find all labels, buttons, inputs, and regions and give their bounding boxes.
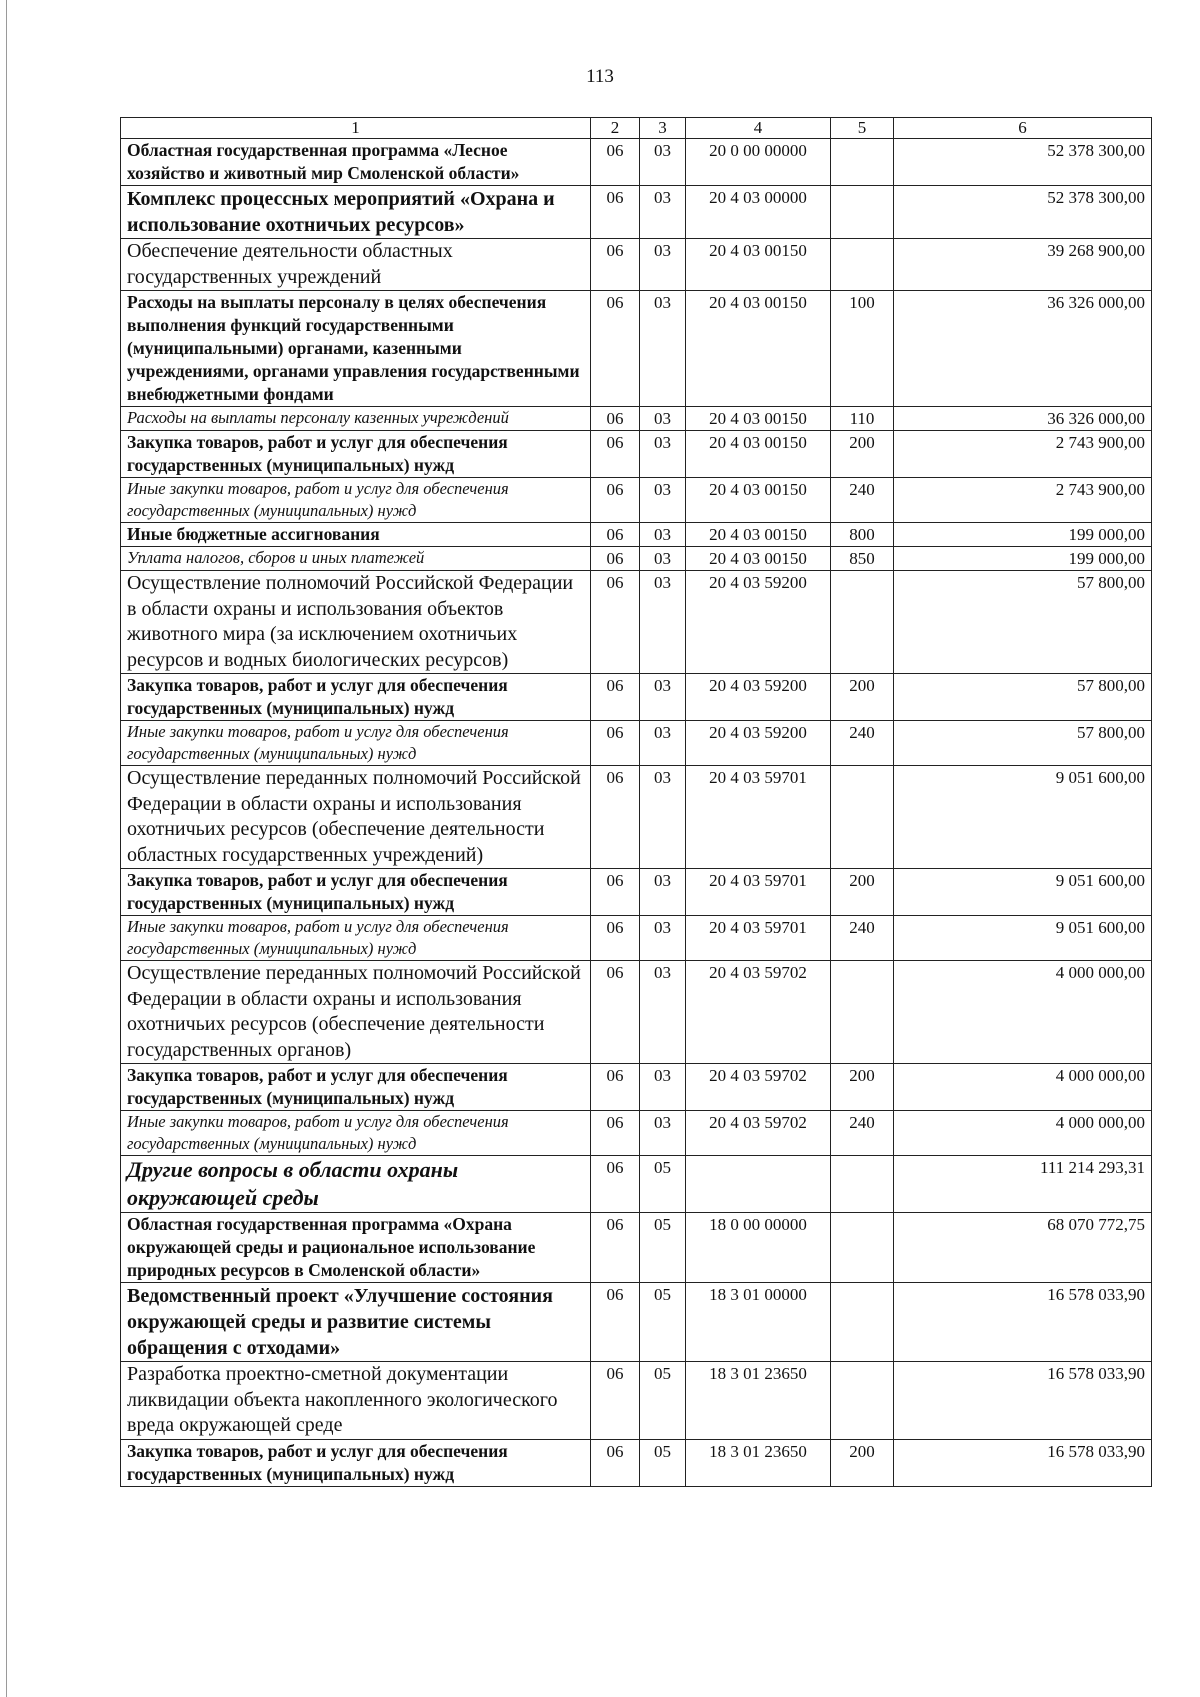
table-row [121, 571, 1152, 674]
row-subsection-code: 03 [640, 407, 686, 431]
table-row [121, 547, 1152, 571]
row-target-article-code: 20 4 03 59701 [686, 869, 831, 916]
table-row [121, 291, 1152, 407]
row-subsection-code: 03 [640, 291, 686, 407]
row-target-article-code: 20 4 03 59702 [686, 1064, 831, 1111]
row-name: Расходы на выплаты персоналу в целях обеспечения выполнения функций государственными (муниципальными) органами, казенными учреждениями, органами управления государственными внебюджетными фондами [121, 291, 591, 407]
table-row [121, 407, 1152, 431]
column-header: 1 [121, 118, 591, 139]
row-expense-type-code [831, 1156, 894, 1213]
row-target-article-code: 18 0 00 00000 [686, 1213, 831, 1283]
header-row [121, 118, 1152, 139]
table-row [121, 721, 1152, 766]
row-amount: 68 070 772,75 [894, 1213, 1152, 1283]
row-section-code: 06 [591, 523, 640, 547]
row-section-code: 06 [591, 961, 640, 1064]
row-section-code: 06 [591, 1213, 640, 1283]
row-expense-type-code [831, 1283, 894, 1362]
row-expense-type-code: 200 [831, 431, 894, 478]
row-name: Областная государственная программа «Охрана окружающей среды и рациональное использование природных ресурсов в Смоленской области» [121, 1213, 591, 1283]
row-section-code: 06 [591, 239, 640, 291]
table-row [121, 239, 1152, 291]
row-name: Закупка товаров, работ и услуг для обеспечения государственных (муниципальных) нужд [121, 431, 591, 478]
table-row [121, 1213, 1152, 1283]
row-target-article-code: 20 4 03 00150 [686, 547, 831, 571]
row-subsection-code: 03 [640, 431, 686, 478]
row-expense-type-code: 200 [831, 1064, 894, 1111]
row-name: Расходы на выплаты персоналу казенных учреждений [121, 407, 591, 431]
row-target-article-code: 20 4 03 00150 [686, 478, 831, 523]
row-section-code: 06 [591, 478, 640, 523]
column-header: 5 [831, 118, 894, 139]
row-section-code: 06 [591, 547, 640, 571]
table-row [121, 674, 1152, 721]
row-subsection-code: 03 [640, 674, 686, 721]
row-subsection-code: 03 [640, 186, 686, 239]
row-subsection-code: 05 [640, 1362, 686, 1440]
row-expense-type-code [831, 139, 894, 186]
row-amount: 4 000 000,00 [894, 961, 1152, 1064]
page-number: 113 [586, 66, 614, 87]
row-section-code: 06 [591, 1439, 640, 1486]
row-subsection-code: 05 [640, 1283, 686, 1362]
row-name: Разработка проектно-сметной документации ликвидации объекта накопленного экологического вреда окружающей среде [121, 1362, 591, 1440]
row-subsection-code: 03 [640, 139, 686, 186]
row-amount: 4 000 000,00 [894, 1064, 1152, 1111]
row-subsection-code: 03 [640, 239, 686, 291]
row-target-article-code: 20 4 03 59200 [686, 674, 831, 721]
row-target-article-code: 20 4 03 59200 [686, 721, 831, 766]
row-expense-type-code: 240 [831, 721, 894, 766]
row-expense-type-code: 850 [831, 547, 894, 571]
row-subsection-code: 03 [640, 916, 686, 961]
column-header: 4 [686, 118, 831, 139]
table-body [121, 139, 1152, 1487]
row-section-code: 06 [591, 1156, 640, 1213]
row-section-code: 06 [591, 1283, 640, 1362]
row-amount: 16 578 033,90 [894, 1362, 1152, 1440]
table-row [121, 1111, 1152, 1156]
row-name: Иные закупки товаров, работ и услуг для обеспечения государственных (муниципальных) нужд [121, 1111, 591, 1156]
table-row [121, 916, 1152, 961]
table-header [121, 118, 1152, 139]
row-subsection-code: 03 [640, 478, 686, 523]
row-amount: 57 800,00 [894, 674, 1152, 721]
row-amount: 9 051 600,00 [894, 869, 1152, 916]
row-target-article-code: 20 4 03 00150 [686, 407, 831, 431]
row-section-code: 06 [591, 766, 640, 869]
table-row [121, 431, 1152, 478]
row-target-article-code: 20 4 03 00150 [686, 523, 831, 547]
row-section-code: 06 [591, 916, 640, 961]
row-name: Иные бюджетные ассигнования [121, 523, 591, 547]
row-amount: 9 051 600,00 [894, 916, 1152, 961]
row-name: Другие вопросы в области охраны окружающей среды [121, 1156, 591, 1213]
table-row [121, 869, 1152, 916]
row-expense-type-code: 110 [831, 407, 894, 431]
column-header: 3 [640, 118, 686, 139]
row-amount: 57 800,00 [894, 721, 1152, 766]
column-header: 6 [894, 118, 1152, 139]
row-name: Ведомственный проект «Улучшение состояния окружающей среды и развитие системы обращения с отходами» [121, 1283, 591, 1362]
row-subsection-code: 03 [640, 1064, 686, 1111]
row-target-article-code: 20 4 03 59702 [686, 1111, 831, 1156]
row-amount: 2 743 900,00 [894, 478, 1152, 523]
row-name: Обеспечение деятельности областных государственных учреждений [121, 239, 591, 291]
row-name: Осуществление переданных полномочий Российской Федерации в области охраны и использования охотничьих ресурсов (обеспечение деятельности государственных органов) [121, 961, 591, 1064]
row-section-code: 06 [591, 291, 640, 407]
row-expense-type-code: 240 [831, 916, 894, 961]
row-expense-type-code [831, 571, 894, 674]
row-target-article-code: 20 4 03 00150 [686, 431, 831, 478]
row-amount: 57 800,00 [894, 571, 1152, 674]
row-section-code: 06 [591, 571, 640, 674]
row-target-article-code: 20 4 03 59702 [686, 961, 831, 1064]
row-subsection-code: 03 [640, 869, 686, 916]
row-section-code: 06 [591, 1362, 640, 1440]
table-row [121, 1439, 1152, 1486]
row-target-article-code: 18 3 01 23650 [686, 1362, 831, 1440]
row-amount: 4 000 000,00 [894, 1111, 1152, 1156]
row-section-code: 06 [591, 1064, 640, 1111]
row-target-article-code: 20 4 03 59701 [686, 916, 831, 961]
table-row [121, 523, 1152, 547]
row-expense-type-code: 800 [831, 523, 894, 547]
row-name: Закупка товаров, работ и услуг для обеспечения государственных (муниципальных) нужд [121, 869, 591, 916]
column-header: 2 [591, 118, 640, 139]
row-subsection-code: 03 [640, 523, 686, 547]
row-target-article-code: 20 4 03 00150 [686, 239, 831, 291]
row-target-article-code: 20 4 03 59200 [686, 571, 831, 674]
table-row [121, 478, 1152, 523]
row-section-code: 06 [591, 186, 640, 239]
row-expense-type-code [831, 961, 894, 1064]
row-name: Комплекс процессных мероприятий «Охрана и использование охотничьих ресурсов» [121, 186, 591, 239]
row-expense-type-code [831, 1362, 894, 1440]
row-expense-type-code [831, 1213, 894, 1283]
row-expense-type-code [831, 766, 894, 869]
row-section-code: 06 [591, 407, 640, 431]
row-subsection-code: 03 [640, 961, 686, 1064]
row-expense-type-code: 200 [831, 1439, 894, 1486]
row-target-article-code: 18 3 01 00000 [686, 1283, 831, 1362]
row-subsection-code: 05 [640, 1156, 686, 1213]
row-name: Иные закупки товаров, работ и услуг для обеспечения государственных (муниципальных) нужд [121, 478, 591, 523]
row-amount: 52 378 300,00 [894, 186, 1152, 239]
row-name: Закупка товаров, работ и услуг для обеспечения государственных (муниципальных) нужд [121, 1064, 591, 1111]
row-subsection-code: 03 [640, 766, 686, 869]
row-name: Областная государственная программа «Лесное хозяйство и животный мир Смоленской области» [121, 139, 591, 186]
table-row [121, 1283, 1152, 1362]
row-expense-type-code: 240 [831, 478, 894, 523]
row-expense-type-code [831, 186, 894, 239]
row-section-code: 06 [591, 674, 640, 721]
table-row [121, 1156, 1152, 1213]
row-amount: 52 378 300,00 [894, 139, 1152, 186]
row-expense-type-code: 200 [831, 869, 894, 916]
row-subsection-code: 03 [640, 721, 686, 766]
row-name: Иные закупки товаров, работ и услуг для обеспечения государственных (муниципальных) нужд [121, 721, 591, 766]
row-target-article-code: 20 4 03 00000 [686, 186, 831, 239]
row-target-article-code: 20 4 03 59701 [686, 766, 831, 869]
row-amount: 9 051 600,00 [894, 766, 1152, 869]
table-row [121, 961, 1152, 1064]
row-name: Уплата налогов, сборов и иных платежей [121, 547, 591, 571]
row-subsection-code: 05 [640, 1213, 686, 1283]
row-expense-type-code: 200 [831, 674, 894, 721]
row-amount: 39 268 900,00 [894, 239, 1152, 291]
row-amount: 16 578 033,90 [894, 1439, 1152, 1486]
row-section-code: 06 [591, 721, 640, 766]
row-name: Осуществление полномочий Российской Федерации в области охраны и использования объектов животного мира (за исключением охотничьих ресурсов и водных биологических ресурсов) [121, 571, 591, 674]
row-section-code: 06 [591, 139, 640, 186]
row-expense-type-code: 100 [831, 291, 894, 407]
row-subsection-code: 03 [640, 1111, 686, 1156]
table-row [121, 186, 1152, 239]
row-name: Иные закупки товаров, работ и услуг для обеспечения государственных (муниципальных) нужд [121, 916, 591, 961]
row-subsection-code: 05 [640, 1439, 686, 1486]
row-name: Закупка товаров, работ и услуг для обеспечения государственных (муниципальных) нужд [121, 674, 591, 721]
row-target-article-code: 20 4 03 00150 [686, 291, 831, 407]
row-subsection-code: 03 [640, 547, 686, 571]
row-amount: 111 214 293,31 [894, 1156, 1152, 1213]
table-row [121, 139, 1152, 186]
row-target-article-code: 18 3 01 23650 [686, 1439, 831, 1486]
row-expense-type-code: 240 [831, 1111, 894, 1156]
budget-table [120, 117, 1152, 1487]
row-amount: 36 326 000,00 [894, 407, 1152, 431]
row-target-article-code [686, 1156, 831, 1213]
row-expense-type-code [831, 239, 894, 291]
row-amount: 199 000,00 [894, 523, 1152, 547]
row-amount: 199 000,00 [894, 547, 1152, 571]
row-name: Осуществление переданных полномочий Российской Федерации в области охраны и использования охотничьих ресурсов (обеспечение деятельности областных государственных учреждений) [121, 766, 591, 869]
row-amount: 36 326 000,00 [894, 291, 1152, 407]
row-target-article-code: 20 0 00 00000 [686, 139, 831, 186]
table-row [121, 1064, 1152, 1111]
row-section-code: 06 [591, 431, 640, 478]
row-amount: 16 578 033,90 [894, 1283, 1152, 1362]
table-row [121, 766, 1152, 869]
scan-margin-line [6, 0, 7, 1697]
row-subsection-code: 03 [640, 571, 686, 674]
row-amount: 2 743 900,00 [894, 431, 1152, 478]
row-section-code: 06 [591, 869, 640, 916]
row-section-code: 06 [591, 1111, 640, 1156]
table-row [121, 1362, 1152, 1440]
row-name: Закупка товаров, работ и услуг для обеспечения государственных (муниципальных) нужд [121, 1439, 591, 1486]
